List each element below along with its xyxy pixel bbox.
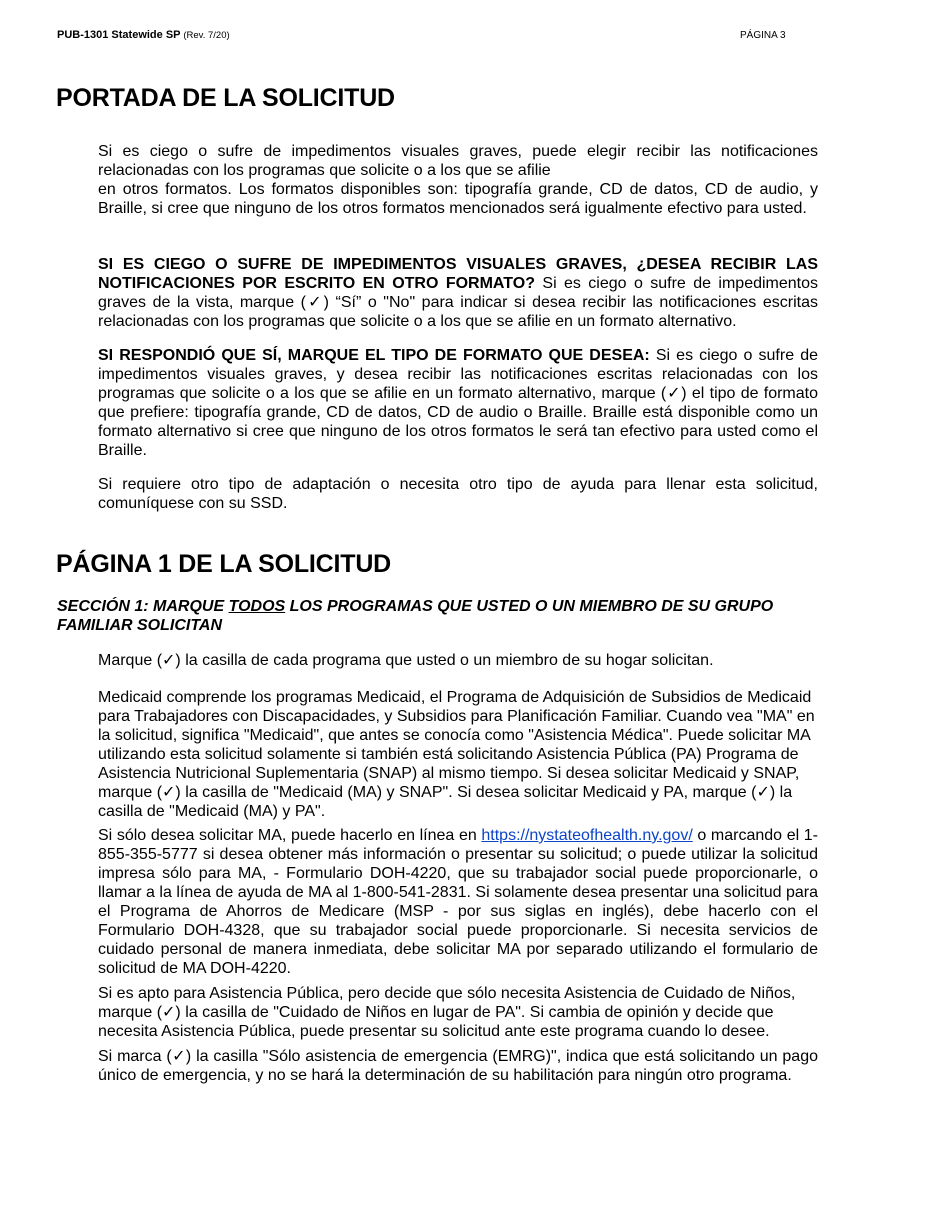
cover-paragraph-1 [98, 142, 818, 218]
page1-paragraph-4: Si es apto para Asistencia Pública, pero decide que sólo necesita Asistencia de Cuidado de Niños, marque (✓) la casilla de "Cuidado de Niños en lugar de PA". Si cambia de opinión y decide que necesita Asistencia Pública, puede presentar su solicitud ante este programa cuando lo desee. [98, 985, 796, 1040]
revision: (Rev. 7/20) [183, 30, 230, 41]
section-1-post: LOS PROGRAMAS QUE USTED O UN MIEMBRO DE SU GRUPO FAMILIAR SOLICITAN [57, 598, 774, 634]
cover-p1-line1: Si es ciego o sufre de impedimentos visuales graves, puede elegir recibir las notificaciones relacionadas con los programas que solicite o a los que se afilie [98, 143, 818, 179]
cover-p3-heading: SI RESPONDIÓ QUE SÍ, MARQUE EL TIPO DE FORMATO QUE DESEA: [98, 347, 650, 364]
nystateofhealth-link[interactable]: https://nystateofhealth.ny.gov/ [481, 827, 693, 844]
cover-paragraph-4: Si requiere otro tipo de adaptación o necesita otro tipo de ayuda para llenar esta solicitud, comuníquese con su SSD. [98, 476, 818, 512]
cover-paragraph-2 [98, 255, 818, 331]
page1-paragraph-1: Marque (✓) la casilla de cada programa que usted o un miembro de su hogar solicitan. [98, 652, 714, 669]
section-1-pre: SECCIÓN 1: MARQUE [57, 598, 229, 615]
section-1-heading [57, 597, 837, 635]
cover-p3-text: Si es ciego o sufre de impedimentos visuales graves, y desea recibir las notificaciones escritas relacionadas con los programas que solicite o a los que se afilie en un formato alternativo, marque (✓) el tipo de formato que prefiere: tipografía grande, CD de datos, CD de audio o Braille. Braille está disponible como un formato alternativo si cree que ninguno de los otros formatos le será tan efectivo para usted como el Braille. [98, 347, 819, 459]
section-1-underlined: TODOS [228, 598, 286, 615]
page1-paragraph-2: Medicaid comprende los programas Medicaid, el Programa de Adquisición de Subsidios de Medicaid para Trabajadores con Discapacidades, y Subsidios para Planificación Familiar. Cuando vea "MA" en la solicitud, significa "Medicaid", que antes se conocía como "Asistencia Médica". Puede solicitar MA utilizando esta solicitud solamente si también está solicitando Asistencia Pública (PA) Programa de Asistencia Nutricional Suplementaria (SNAP) al mismo tiempo. Si desea solicitar Medicaid y SNAP, marque (✓) la casilla de "Medicaid (MA) y SNAP". Si desea solicitar Medicaid y PA, marque (✓) la casilla de "Medicaid (MA) y PA". [98, 689, 815, 820]
form-id [57, 29, 230, 41]
page1-paragraph-5: Si marca (✓) la casilla "Sólo asistencia de emergencia (EMRG)", indica que está solicitando un pago único de emergencia, y no se hará la determinación de su habilitación para ningún otro programa. [98, 1048, 818, 1084]
form-id-text: PUB-1301 Statewide SP [57, 29, 181, 41]
page1-p3-post: o marcando el 1-855-355-5777 si desea obtener más información o presentar su solicitud; o puede utilizar la solicitud impresa sólo para MA, - Formulario DOH-4220, que su trabajador social puede proporcionarle, o llamar a la línea de ayuda de MA al 1-800-541-2831. Si solamente desea presentar una solicitud para el Programa de Ahorros de Medicare (MSP - por sus siglas en inglés), debe hacerlo con el Formulario DOH-4328, que su trabajador social puede proporcionarle. Si necesita servicios de cuidado personal de manera inmediata, debe solicitar MA por separado utilizando el formulario de solicitud de MA DOH-4220. [98, 827, 818, 977]
cover-title: PORTADA DE LA SOLICITUD [56, 84, 395, 112]
page1-p3-pre: Si sólo desea solicitar MA, puede hacerlo en línea en [98, 827, 482, 844]
cover-paragraph-3 [98, 346, 818, 460]
page-number: PÁGINA 3 [740, 30, 786, 41]
cover-p1-line2: en otros formatos. Los formatos disponibles son: tipografía grande, CD de datos, CD de audio, y Braille, si cree que ninguno de los otros formatos mencionados será igualmente efectivo para usted. [98, 181, 818, 217]
cover-p2-text: Si es ciego o sufre de impedimentos graves de la vista, marque (✓) “Sí” o "No" para indicar si desea recibir las notificaciones escritas relacionadas con los programas que solicite o a los que se afilie en un formato alternativo. [98, 275, 819, 330]
page1-paragraph-3 [98, 826, 818, 978]
page1-title: PÁGINA 1 DE LA SOLICITUD [56, 550, 392, 578]
cover-p2-heading: SI ES CIEGO O SUFRE DE IMPEDIMENTOS VISUALES GRAVES, ¿DESEA RECIBIR LAS NOTIFICACIONES POR ESCRITO EN OTRO FORMATO? [98, 256, 818, 292]
